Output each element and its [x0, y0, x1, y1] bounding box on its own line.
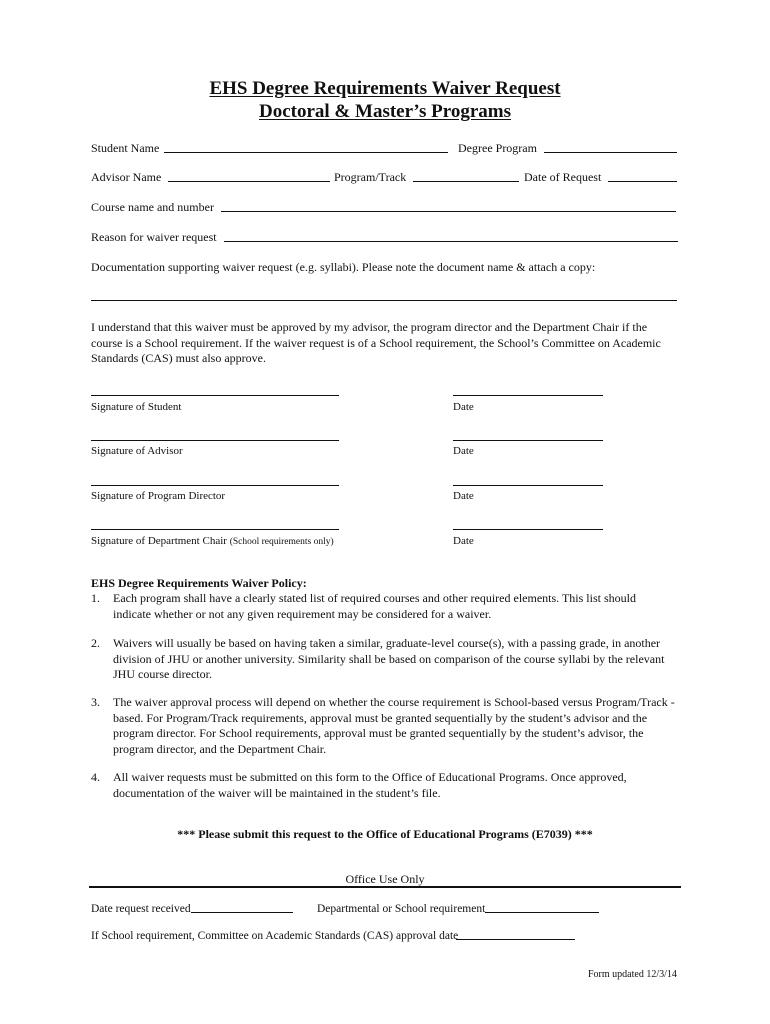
signature-student-label: Signature of Student [91, 401, 182, 413]
student-signature-line[interactable] [91, 395, 339, 396]
policy-item-number: 2. [91, 636, 100, 650]
policy-item-text: Waivers will usually be based on having taken a similar, graduate-level course(s), with a passing grade, in another division of JHU or another university. Similarity shall be based on comparison of the course syllabi by the relevant JHU course director. [113, 636, 665, 681]
date-received-label: Date request received [91, 903, 191, 915]
student-name-field[interactable] [164, 152, 448, 153]
degree-program-field[interactable] [544, 152, 677, 153]
chair-date-line[interactable] [453, 529, 603, 530]
signature-director-date-label: Date [453, 490, 474, 502]
policy-item-number: 4. [91, 770, 100, 784]
reason-field[interactable] [224, 241, 678, 242]
student-date-line[interactable] [453, 395, 603, 396]
office-use-divider [89, 886, 681, 888]
form-subtitle: Doctoral & Master’s Programs [258, 101, 511, 122]
policy-heading: EHS Degree Requirements Waiver Policy: [91, 576, 307, 590]
advisor-signature-line[interactable] [91, 440, 339, 441]
program-track-label: Program/Track [334, 170, 407, 184]
cas-approval-label: If School requirement, Committee on Academic Standards (CAS) approval date [91, 930, 459, 942]
signature-student-date-label: Date [453, 401, 474, 413]
course-name-field[interactable] [221, 211, 676, 212]
policy-item-text: Each program shall have a clearly stated list of required courses and other required elements. This list should indicate whether or not any given requirement may be considered for a waiver. [113, 591, 636, 621]
form-updated-footer: Form updated 12/3/14 [588, 969, 677, 980]
approval-statement: I understand that this waiver must be approved by my advisor, the program director and the Department Chair if the course is a School requirement. If the waiver request is of a School requirement, the School’s Committee on Academic Standards (CAS) must also approve. [91, 320, 661, 365]
student-name-label: Student Name [91, 141, 160, 155]
reason-label: Reason for waiver request [91, 230, 217, 244]
signature-director-label: Signature of Program Director [91, 490, 226, 502]
degree-program-label: Degree Program [458, 141, 537, 155]
director-signature-line[interactable] [91, 485, 339, 486]
advisor-date-line[interactable] [453, 440, 603, 441]
date-of-request-label: Date of Request [524, 170, 602, 184]
chair-signature-line[interactable] [91, 529, 339, 530]
signature-chair-date-label: Date [453, 535, 474, 547]
office-use-heading: Office Use Only [345, 872, 425, 886]
signature-chair-note: (School requirements only) [229, 537, 334, 547]
policy-item-text: The waiver approval process will depend on whether the course requirement is School-based versus Program/Track -based. For Program/Track requirements, approval must be granted sequentially by the student’s advisor and the program director. For School requirements, approval must be granted sequentially by the student’s advisor, the program director, and the Department Chair. [113, 695, 675, 756]
requirement-type-label: Departmental or School requirement [317, 903, 486, 915]
signature-chair-text: Signature of Department Chair [91, 535, 227, 547]
date-of-request-field[interactable] [608, 181, 677, 182]
submit-note: *** Please submit this request to the Office of Educational Programs (E7039) *** [177, 827, 593, 841]
course-name-label: Course name and number [91, 200, 214, 214]
requirement-type-field[interactable] [485, 912, 599, 913]
date-received-field[interactable] [191, 912, 293, 913]
documentation-field[interactable] [91, 300, 677, 301]
policy-item-number: 1. [91, 591, 100, 605]
signature-advisor-label: Signature of Advisor [91, 445, 183, 457]
signature-chair-label [91, 534, 334, 549]
advisor-name-label: Advisor Name [91, 170, 162, 184]
director-date-line[interactable] [453, 485, 603, 486]
advisor-name-field[interactable] [168, 181, 330, 182]
program-track-field[interactable] [413, 181, 519, 182]
policy-item-text: All waiver requests must be submitted on this form to the Office of Educational Programs. Once approved, documentation of the waiver will be maintained in the student’s file. [113, 770, 627, 800]
documentation-label: Documentation supporting waiver request (e.g. syllabi). Please note the document name & attach a copy: [91, 260, 596, 274]
form-title: EHS Degree Requirements Waiver Request [209, 78, 561, 99]
signature-advisor-date-label: Date [453, 445, 474, 457]
policy-item-number: 3. [91, 695, 100, 709]
cas-approval-field[interactable] [456, 939, 575, 940]
